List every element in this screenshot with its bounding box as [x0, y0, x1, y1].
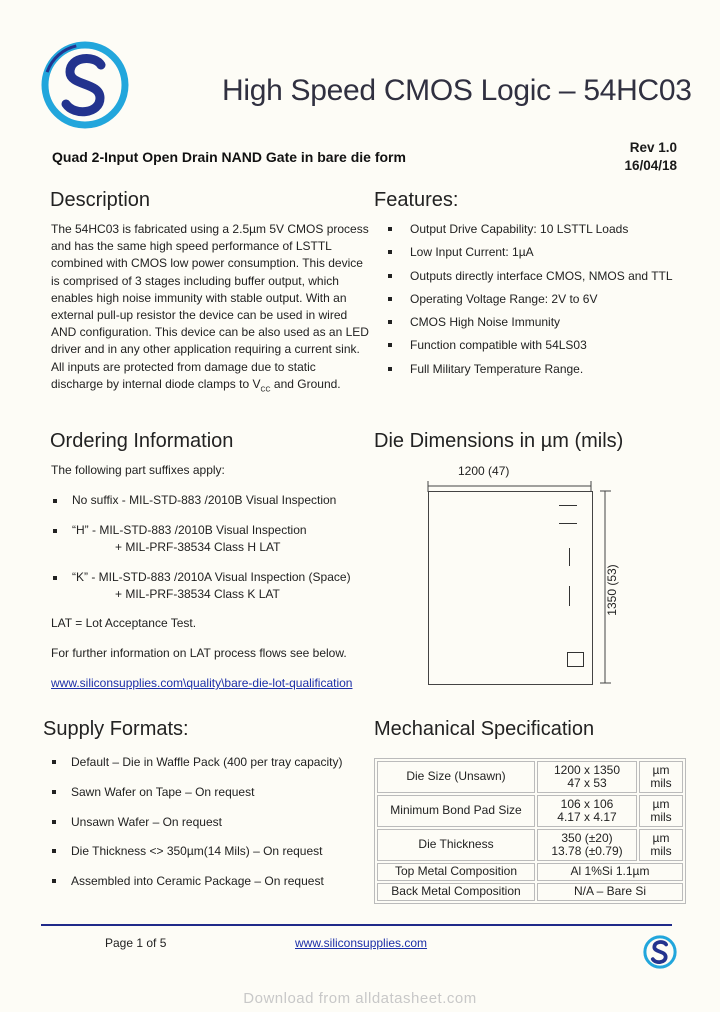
spec-value: N/A – Bare Si	[537, 883, 683, 901]
die-width-label: 1200 (47)	[458, 464, 510, 478]
supply-item: Die Thickness <> 350µm(14 Mils) – On request	[52, 843, 342, 873]
bond-pad	[567, 652, 584, 667]
footer-website-link[interactable]: www.siliconsupplies.com	[295, 936, 428, 950]
table-row	[377, 883, 683, 901]
feature-item: Output Drive Capability: 10 LSTTL Loads	[388, 221, 673, 244]
supply-item: Assembled into Ceramic Package – On request	[52, 873, 342, 903]
unit-mils: mils	[650, 810, 672, 824]
spec-label: Die Thickness	[377, 829, 535, 861]
table-row	[377, 795, 683, 827]
spec-label: Back Metal Composition	[377, 883, 535, 901]
spec-unit	[639, 795, 683, 827]
unit-mils: mils	[650, 776, 672, 790]
spec-value-mils: 13.78 (±0.79)	[551, 844, 623, 858]
mechanical-spec-table	[374, 758, 686, 904]
footer-divider	[41, 924, 672, 926]
spec-value	[537, 795, 637, 827]
feature-item: Low Input Current: 1µA	[388, 244, 673, 267]
ordering-item: No suffix - MIL-STD-883 /2010B Visual Inspection	[72, 493, 337, 507]
spec-value-um: 1200 x 1350	[553, 762, 621, 777]
ordering-item: “K” - MIL-STD-883 /2010A Visual Inspection (Space)	[72, 570, 351, 584]
die-height-label: 1350 (53)	[605, 564, 619, 616]
spec-value-mils: 4.17 x 4.17	[557, 810, 617, 824]
spec-value-mils: 47 x 53	[567, 776, 607, 790]
bond-pad	[559, 505, 577, 506]
supply-list	[52, 754, 342, 903]
table-row	[377, 829, 683, 861]
features-heading: Features:	[374, 189, 459, 211]
feature-item: Outputs directly interface CMOS, NMOS and TTL	[388, 268, 673, 291]
spec-value-um: 106 x 106	[560, 796, 614, 811]
feature-item: CMOS High Noise Immunity	[388, 314, 673, 337]
features-list	[388, 221, 673, 384]
mechanical-heading: Mechanical Specification	[374, 718, 595, 740]
company-logo-icon	[40, 40, 130, 130]
page-title: High Speed CMOS Logic – 54HC03	[222, 74, 692, 107]
bond-pad	[559, 523, 577, 524]
spec-value: Al 1%Si 1.1µm	[537, 863, 683, 881]
description-text	[51, 221, 371, 398]
revision-date: 16/04/18	[624, 158, 677, 173]
spec-value	[537, 829, 637, 861]
bond-pad	[569, 548, 570, 566]
die-dimensions-heading: Die Dimensions in µm (mils)	[374, 430, 624, 452]
spec-value-um: 350 (±20)	[561, 830, 613, 845]
spec-label: Minimum Bond Pad Size	[377, 795, 535, 827]
spec-unit	[639, 761, 683, 793]
revision: Rev 1.0	[629, 140, 677, 155]
description-heading: Description	[50, 189, 151, 211]
footer-logo-icon	[643, 935, 677, 969]
unit-um: µm	[652, 796, 670, 811]
spec-unit	[639, 829, 683, 861]
supply-item: Sawn Wafer on Tape – On request	[52, 784, 342, 814]
bullet	[53, 529, 57, 533]
unit-um: µm	[652, 762, 670, 777]
supply-heading: Supply Formats:	[43, 718, 189, 740]
bond-pad	[569, 586, 570, 606]
feature-item: Operating Voltage Range: 2V to 6V	[388, 291, 673, 314]
page-subtitle: Quad 2-Input Open Drain NAND Gate in bare die form	[52, 149, 406, 165]
lat-qualification-link[interactable]: www.siliconsupplies.com\quality\bare-die-lot-qualification	[51, 676, 353, 690]
ordering-item: “H” - MIL-STD-883 /2010B Visual Inspection	[72, 523, 307, 537]
spec-label: Die Size (Unsawn)	[377, 761, 535, 793]
lat-further-info: For further information on LAT process flows see below.	[51, 646, 347, 660]
spec-value	[537, 761, 637, 793]
spec-label: Top Metal Composition	[377, 863, 535, 881]
bullet	[53, 576, 57, 580]
table-row	[377, 863, 683, 881]
description-body: The 54HC03 is fabricated using a 2.5µm 5V CMOS process and has the same high speed performance of LSTTL combined with CMOS low power consumption. This device is comprised of 3 stages including buffer output, which enables high noise immunity with stable output. With an external pull-up resistor the device can be used in wired AND configuration. This device can be also used as an LED driver and in any other application requiring a current sink. All inputs are protected from damage due to static discharge by internal diode clamps to V	[51, 222, 369, 391]
ordering-item-cont: + MIL-PRF-38534 Class H LAT	[115, 540, 281, 554]
table-row	[377, 761, 683, 793]
ordering-intro: The following part suffixes apply:	[51, 463, 225, 477]
feature-item: Full Military Temperature Range.	[388, 361, 673, 384]
watermark: Download from alldatasheet.com	[243, 990, 477, 1007]
unit-um: µm	[652, 830, 670, 845]
page-number: Page 1 of 5	[105, 936, 167, 950]
die-outline	[428, 491, 593, 685]
vcc-subscript: CC	[260, 386, 271, 394]
ordering-item-cont: + MIL-PRF-38534 Class K LAT	[115, 587, 280, 601]
supply-item: Unsawn Wafer – On request	[52, 814, 342, 844]
revision-block	[624, 139, 677, 175]
unit-mils: mils	[650, 844, 672, 858]
ordering-heading: Ordering Information	[50, 430, 234, 452]
bullet	[53, 499, 57, 503]
lat-note: LAT = Lot Acceptance Test.	[51, 616, 197, 630]
feature-item: Function compatible with 54LS03	[388, 337, 673, 360]
description-end: and Ground.	[270, 376, 341, 391]
supply-item: Default – Die in Waffle Pack (400 per tray capacity)	[52, 754, 342, 784]
